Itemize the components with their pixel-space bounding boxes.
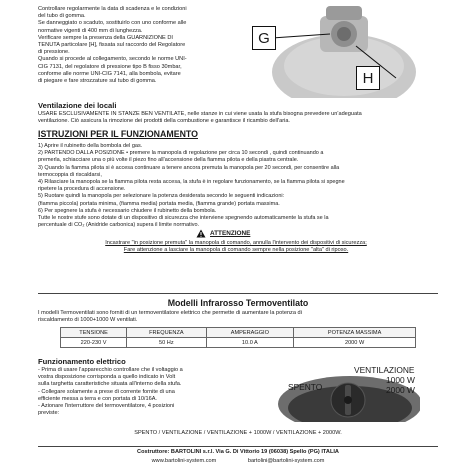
electric-title: Funzionamento elettrico [38, 357, 126, 366]
ventilation-line: USARE ESCLUSIVAMENTE IN STANZE BEN VENTILATE, nelle stanze in cui viene usata la stufa bisogna prevedere un'adeguata [38, 111, 362, 117]
instruction-line: 4) Rilasciare la manopola se la fiamma pilota resta accesa, la stufa è in regolare funzionamento, se la fiamma pilota si spegne [38, 179, 345, 186]
instruction-line: Tutte le nostre stufe sono dotate di un dispositivo di sicurezza che interviene spegnendo automaticamente la stufa se la [38, 215, 329, 222]
label-h-box [356, 66, 380, 90]
instruction-line: percentuale di CO₂ (Anidride carbonica) supera il limite normativo. [38, 222, 200, 229]
intro-line: CIG 7131, del regolatore di pressione tipo B fisso 30mbar, [38, 63, 182, 70]
infrared-paragraph [38, 310, 438, 324]
intro-line: di piegare e fare strozzature sul tubo di gomma. [38, 78, 157, 85]
instruction-line: 2) PARTENDO DALLA POSIZIONE • premere la manopola di regolazione per circa 10 secondi , quindi continuando a [38, 150, 324, 157]
spec-cell: 10.0 A [206, 338, 294, 348]
knob-label-2000w: 2000 W [386, 385, 415, 395]
intro-line: del tubo di gomma. [38, 13, 86, 20]
label-g-box [252, 26, 276, 50]
electric-line: - Collegare solamente a prese di corrente fornite di una [38, 388, 175, 395]
spec-header-cell: POTENZA MASSIMA [294, 328, 416, 338]
electric-line: - Azionare l'interruttore del termoventilatore, 4 posizioni [38, 403, 175, 410]
label-g: G [258, 29, 270, 47]
instruction-line: premerla, schiacciare una o più volte il piezo fino all'accensione della fiamma pilota e della piastra centrale. [38, 157, 299, 164]
attention-box [60, 240, 412, 254]
intro-line: Quando si procede al collegamento, secondo le norme UNI- [38, 56, 187, 63]
electric-line: - Prima di usare l'apparecchio controllare che il voltaggio a [38, 367, 183, 373]
spec-table [60, 327, 416, 348]
instruction-line: (fiamma piccola) portata minima, (fiamma media) portata media, (fiamma grande) portata massima. [38, 200, 280, 207]
intro-line: di pressione. [38, 49, 70, 56]
electric-line: efficiente messa a terra e con portata di 10/16A. [38, 395, 157, 402]
infrared-title: Modelli Infrarosso Termoventilato [167, 298, 309, 308]
footer-divider [38, 446, 438, 447]
instruction-line: 1) Aprire il rubinetto della bombola del gas. [38, 143, 143, 149]
section-divider [38, 293, 438, 294]
spec-table-row [61, 338, 416, 348]
intro-line: Controllare regolarmente la data di scadenza e le condizioni [38, 6, 187, 12]
instruction-line: 6) Per spegnere la stufa è necessario chiudere il rubinetto della bombola. [38, 207, 217, 214]
footer-contacts [38, 458, 438, 464]
instructions-title: ISTRUZIONI PER IL FUNZIONAMENTO [38, 129, 198, 139]
intro-paragraph [38, 6, 243, 85]
ventilation-title: Ventilazione dei locali [38, 101, 117, 110]
electric-line: sulla targhetta caratteristiche situata all'interno della stufa. [38, 381, 182, 388]
spec-cell: 220-230 V [61, 338, 127, 348]
knob-label-ventilation: VENTILAZIONE [354, 365, 415, 375]
positions-summary: SPENTO / VENTILAZIONE / VENTILAZIONE + 1000W / VENTILAZIONE + 2000W. [134, 430, 342, 436]
instruction-line: ripetere la procedura di accensione. [38, 186, 126, 193]
spec-cell: 2000 W [294, 338, 416, 348]
ventilation-paragraph [38, 111, 438, 125]
electric-line: previste: [38, 410, 60, 417]
knob-label-1000w: 1000 W [386, 375, 415, 385]
attention-line-2: Fare attenzione a lasciare la manopola di comando sempre nella posizione "alta" di riposo. [123, 247, 349, 254]
knob-label-off: SPENTO [288, 382, 323, 392]
instruction-line: 5) Ruotare quindi la manopola per selezionare la potenza desiderata secondo le seguenti indicazioni: [38, 193, 285, 200]
spec-header-cell: FREQUENZA [127, 328, 206, 338]
intro-line: normative vigenti di 400 mm di lunghezza. [38, 27, 143, 34]
intro-line: TENUTA particolare [H], fissata sul raccordo del Regolatore [38, 42, 186, 49]
label-h: H [362, 69, 374, 87]
footer-company-text: Costruttore: BARTOLINI s.r.l. Via G. Di Vittorio 19 (06038) Spello (PG) ITALIA [137, 449, 339, 455]
footer-website[interactable]: www.bartolini-system.com [151, 458, 217, 464]
spec-header-cell: AMPERAGGIO [206, 328, 294, 338]
intro-line: conforme alle norme UNI-CIG 7141, alla bombola, evitare [38, 70, 181, 77]
spec-table-header [61, 328, 416, 338]
intro-line: Verificare sempre la presenza della GUARNIZIONE DI [38, 34, 173, 41]
instruction-line: termocoppia di riscaldarsi, [38, 171, 102, 178]
intro-line: Se danneggiato o scaduto, sostituirlo con uno conforme alle [38, 20, 187, 27]
footer-company [38, 449, 438, 455]
attention-title: ATTENZIONE [210, 230, 251, 237]
attention-line-1: Incastrare "in posizione premuta" la manopola di comando, annulla l'intervento dei dispositivi di sicurezza; [105, 240, 367, 246]
instruction-line: 3) Quando la fiamma pilota si è accesa continuare a tenere ancora premuta la manopola per 20 secondi, per consentire alla [38, 164, 340, 171]
instructions-list [38, 143, 438, 229]
warning-icon [196, 229, 206, 238]
electric-line: vostra disposizione corrisponda a quello indicato in Volt [38, 374, 176, 381]
electric-list [38, 367, 238, 417]
spec-header-cell: TENSIONE [61, 328, 127, 338]
infrared-line: I modelli Termoventilati sono forniti di un termoventilatore elettrico che permette di aumentare la potenza di [38, 310, 302, 316]
footer-email[interactable]: bartolini@bartolini-system.com [247, 458, 325, 464]
ventilation-line: ventilazione. Ciò assicura la rimozione dei prodotti della combustione e garantisce il ricambio dell'aria. [38, 118, 290, 125]
spec-cell: 50 Hz [127, 338, 206, 348]
infrared-line: riscaldamento di 1000+1000 W ventilati. [38, 317, 138, 324]
